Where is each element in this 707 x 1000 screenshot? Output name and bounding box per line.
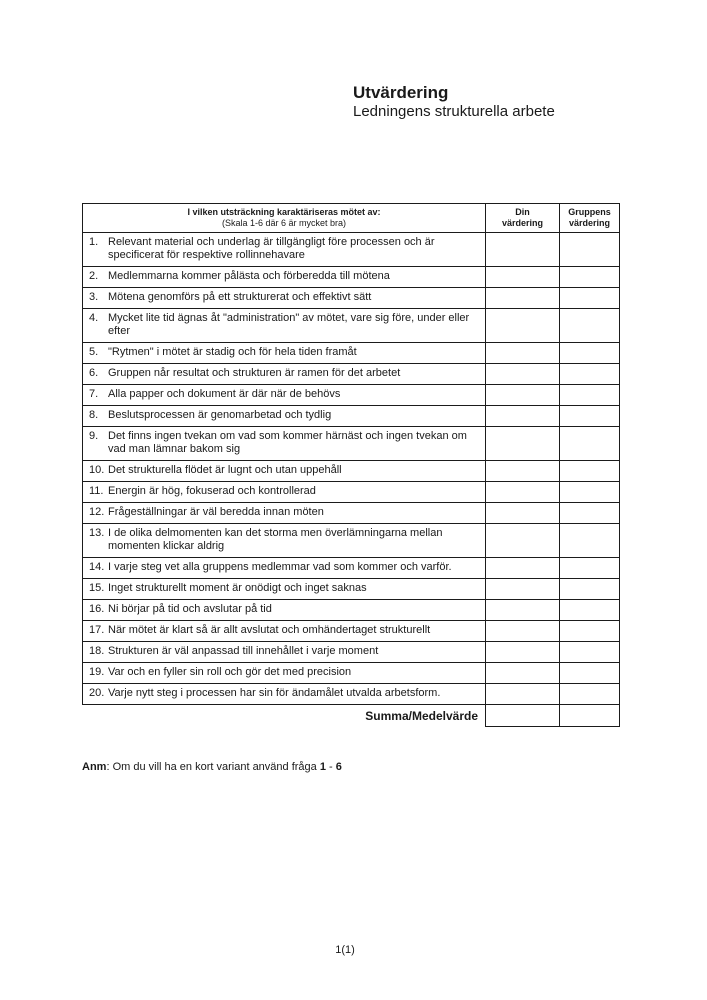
- rating-cell-gruppens: [560, 600, 620, 621]
- table-row: [83, 600, 620, 621]
- row-number: 2.: [89, 270, 99, 282]
- row-text: Alla papper och dokument är där när de behövs: [108, 388, 341, 400]
- rating-cell-gruppens: [560, 406, 620, 427]
- table-row: [83, 621, 620, 642]
- rating-cell-din: [486, 427, 560, 461]
- table-row: [83, 343, 620, 364]
- rating-cell-gruppens: [560, 503, 620, 524]
- summary-cell-din: [486, 705, 560, 727]
- row-number: 4.: [89, 312, 99, 324]
- rating-cell-gruppens: [560, 558, 620, 579]
- row-text: Var och en fyller sin roll och gör det med precision: [108, 666, 352, 678]
- rating-cell-din: [486, 309, 560, 343]
- row-text: Relevant material och underlag är tillgängligt före processen och är specificerat för respektive rollinnehavare: [108, 236, 435, 261]
- question-cell: [83, 621, 486, 642]
- table-row: [83, 579, 620, 600]
- row-text: Beslutsprocessen är genomarbetad och tydlig: [108, 409, 332, 421]
- rating-cell-gruppens: [560, 288, 620, 309]
- row-text: Det strukturella flödet är lugnt och utan uppehåll: [108, 464, 342, 476]
- rating-cell-din: [486, 406, 560, 427]
- question-cell: [83, 406, 486, 427]
- row-number: 3.: [89, 291, 99, 303]
- table-row: [83, 364, 620, 385]
- table-body: [83, 233, 620, 705]
- question-cell: [83, 364, 486, 385]
- rating-cell-din: [486, 684, 560, 705]
- rating-cell-gruppens: [560, 364, 620, 385]
- document-title: Utvärdering: [353, 83, 449, 102]
- row-number: 6.: [89, 367, 99, 379]
- row-text: Mötena genomförs på ett strukturerat och effektivt sätt: [108, 291, 372, 303]
- row-number: 10.: [89, 464, 105, 476]
- rating-cell-din: [486, 461, 560, 482]
- document-subtitle: Ledningens strukturella arbete: [353, 103, 555, 120]
- table-row: [83, 663, 620, 684]
- rating-cell-din: [486, 364, 560, 385]
- rating-cell-din: [486, 663, 560, 684]
- rating-cell-din: [486, 503, 560, 524]
- rating-cell-din: [486, 579, 560, 600]
- rating-cell-din: [486, 385, 560, 406]
- table-row: [83, 461, 620, 482]
- table-row: [83, 558, 620, 579]
- row-number: 13.: [89, 527, 105, 539]
- question-cell: [83, 309, 486, 343]
- question-cell: [83, 663, 486, 684]
- rating-cell-din: [486, 621, 560, 642]
- question-cell: [83, 288, 486, 309]
- rating-cell-gruppens: [560, 233, 620, 267]
- row-text: Medlemmarna kommer pålästa och förberedda till mötena: [108, 270, 390, 282]
- column-header-gruppens-vardering: Gruppens värdering: [560, 204, 620, 233]
- row-text: Ni börjar på tid och avslutar på tid: [108, 603, 272, 615]
- rating-cell-gruppens: [560, 524, 620, 558]
- row-number: 12.: [89, 506, 105, 518]
- table-header-row: [83, 204, 620, 233]
- question-cell: [83, 267, 486, 288]
- rating-cell-din: [486, 267, 560, 288]
- rating-cell-din: [486, 482, 560, 503]
- row-number: 20.: [89, 687, 105, 699]
- row-text: Gruppen når resultat och strukturen är ramen för det arbetet: [108, 367, 401, 379]
- table-row: [83, 309, 620, 343]
- summary-label: Summa/Medelvärde: [365, 708, 478, 723]
- row-text: Varje nytt steg i processen har sin för ändamålet utvalda arbetsform.: [108, 687, 441, 699]
- row-number: 16.: [89, 603, 105, 615]
- question-header-line1: I vilken utsträckning karaktäriseras mötet av:: [187, 207, 381, 217]
- rating-cell-din: [486, 642, 560, 663]
- rating-cell-din: [486, 558, 560, 579]
- table-row: [83, 503, 620, 524]
- row-text: Strukturen är väl anpassad till innehållet i varje moment: [108, 645, 379, 657]
- row-number: 19.: [89, 666, 105, 678]
- table-row: [83, 482, 620, 503]
- question-column-header: [83, 204, 486, 233]
- row-number: 5.: [89, 346, 99, 358]
- table-row: [83, 642, 620, 663]
- rating-cell-gruppens: [560, 642, 620, 663]
- rating-cell-din: [486, 524, 560, 558]
- table-row: [83, 288, 620, 309]
- question-cell: [83, 461, 486, 482]
- scale-note: (Skala 1-6 där 6 är mycket bra): [221, 218, 347, 228]
- evaluation-table: [82, 203, 620, 727]
- row-number: 1.: [89, 236, 99, 248]
- column-header-din-vardering: Din värdering: [486, 204, 560, 233]
- rating-cell-din: [486, 288, 560, 309]
- row-text: "Rytmen" i mötet är stadig och för hela tiden framåt: [108, 346, 357, 358]
- table-row: [83, 385, 620, 406]
- rating-cell-gruppens: [560, 427, 620, 461]
- row-text: I de olika delmomenten kan det storma men överlämningarna mellan momenten klickar aldrig: [108, 527, 443, 552]
- rating-cell-gruppens: [560, 343, 620, 364]
- footnote-label: Anm: [82, 761, 107, 773]
- question-cell: [83, 233, 486, 267]
- question-cell: [83, 524, 486, 558]
- row-text: Det finns ingen tvekan om vad som kommer härnäst och ingen tvekan om vad man lämnar bakom sig: [108, 430, 467, 455]
- footnote: Anm: Om du vill ha en kort variant använd fråga 1 - 6: [82, 761, 342, 773]
- question-cell: [83, 343, 486, 364]
- rating-cell-din: [486, 600, 560, 621]
- question-cell: [83, 600, 486, 621]
- table-row: [83, 233, 620, 267]
- page-number: 1(1): [335, 944, 355, 956]
- summary-row: [83, 705, 620, 727]
- question-cell: [83, 503, 486, 524]
- row-number: 8.: [89, 409, 99, 421]
- row-text: I varje steg vet alla gruppens medlemmar vad som kommer och varför.: [108, 561, 452, 573]
- row-number: 11.: [89, 485, 104, 497]
- summary-cell-gruppens: [560, 705, 620, 727]
- row-number: 17.: [89, 624, 105, 636]
- row-number: 18.: [89, 645, 105, 657]
- row-text: Energin är hög, fokuserad och kontrollerad: [108, 485, 316, 497]
- row-number: 14.: [89, 561, 105, 573]
- question-cell: [83, 427, 486, 461]
- row-text: Inget strukturellt moment är onödigt och inget saknas: [108, 582, 367, 594]
- table-row: [83, 267, 620, 288]
- row-text: Frågeställningar är väl beredda innan möten: [108, 506, 324, 518]
- rating-cell-gruppens: [560, 579, 620, 600]
- table-row: [83, 427, 620, 461]
- table-row: [83, 524, 620, 558]
- row-number: 7.: [89, 388, 99, 400]
- rating-cell-gruppens: [560, 482, 620, 503]
- question-cell: [83, 558, 486, 579]
- table-row: [83, 406, 620, 427]
- rating-cell-gruppens: [560, 621, 620, 642]
- rating-cell-gruppens: [560, 267, 620, 288]
- question-cell: [83, 579, 486, 600]
- rating-cell-gruppens: [560, 461, 620, 482]
- rating-cell-din: [486, 343, 560, 364]
- rating-cell-gruppens: [560, 385, 620, 406]
- row-number: 15.: [89, 582, 105, 594]
- row-number: 9.: [89, 430, 99, 442]
- row-text: Mycket lite tid ägnas åt "administration" av mötet, vare sig före, under eller efter: [108, 312, 470, 337]
- question-cell: [83, 385, 486, 406]
- table-row: [83, 684, 620, 705]
- rating-cell-gruppens: [560, 663, 620, 684]
- question-cell: [83, 482, 486, 503]
- question-cell: [83, 684, 486, 705]
- row-text: När mötet är klart så är allt avslutat och omhändertaget strukturellt: [108, 624, 431, 636]
- title-block: [353, 83, 555, 121]
- rating-cell-gruppens: [560, 309, 620, 343]
- rating-cell-gruppens: [560, 684, 620, 705]
- question-cell: [83, 642, 486, 663]
- rating-cell-din: [486, 233, 560, 267]
